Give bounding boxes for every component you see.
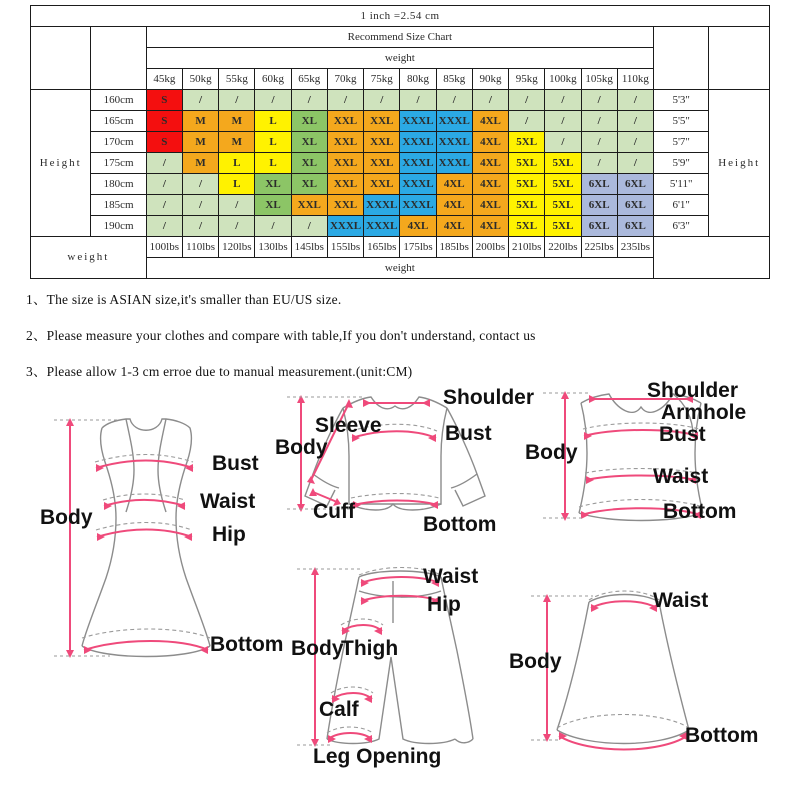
size-cell-6-11: 5XL [545, 216, 581, 237]
size-cell-5-4: XXL [291, 195, 327, 216]
recommend-size-chart-table [30, 5, 770, 279]
size-cell-3-6: XXL [364, 153, 400, 174]
pants-diagram [275, 553, 525, 788]
table-row [31, 132, 770, 153]
size-cell-3-13: / [617, 153, 653, 174]
size-cell-4-3: XL [255, 174, 291, 195]
size-cell-1-13: / [617, 111, 653, 132]
size-cell-4-7: XXXL [400, 174, 436, 195]
pants-hip-label: Hip [427, 593, 461, 616]
size-cell-0-5: / [327, 90, 363, 111]
skirt-waist-label: Waist [653, 589, 709, 612]
size-cell-6-2: / [219, 216, 255, 237]
dress-bottom-label: Bottom [210, 633, 284, 656]
size-cell-1-4: XL [291, 111, 327, 132]
size-cell-1-5: XXL [327, 111, 363, 132]
tank-bottom-label: Bottom [663, 500, 737, 523]
size-cell-3-2: L [219, 153, 255, 174]
size-cell-5-9: 4XL [472, 195, 508, 216]
weight-lbs-13: 235lbs [617, 237, 653, 258]
dress-waist-label: Waist [200, 490, 256, 513]
weight-kg-3: 60kg [255, 69, 291, 90]
tank-top-diagram [525, 373, 795, 558]
size-cell-5-11: 5XL [545, 195, 581, 216]
height-cm-1: 165cm [91, 111, 146, 132]
table-row [31, 195, 770, 216]
size-cell-4-1: / [182, 174, 218, 195]
size-cell-4-4: XL [291, 174, 327, 195]
size-cell-2-10: 5XL [509, 132, 545, 153]
shirt-sleeve-label: Sleeve [315, 414, 382, 437]
weight-kg-6: 75kg [364, 69, 400, 90]
tank-body-label: Body [525, 441, 578, 464]
table-row [31, 90, 770, 111]
height-ft-3: 5'9" [654, 153, 709, 174]
size-cell-3-0: / [146, 153, 182, 174]
height-cm-0: 160cm [91, 90, 146, 111]
corner-blank-right [654, 27, 709, 90]
size-cell-2-2: M [219, 132, 255, 153]
size-cell-6-7: 4XL [400, 216, 436, 237]
note-1: 1、The size is ASIAN size,it's smaller than EU/US size. [26, 292, 342, 307]
size-cell-1-11: / [545, 111, 581, 132]
weight-lbs-1: 110lbs [182, 237, 218, 258]
table-row [31, 111, 770, 132]
weight-lbs-3: 130lbs [255, 237, 291, 258]
size-cell-5-2: / [219, 195, 255, 216]
size-cell-3-12: / [581, 153, 617, 174]
weight-kg-12: 105kg [581, 69, 617, 90]
size-cell-1-9: 4XL [472, 111, 508, 132]
weight-kg-0: 45kg [146, 69, 182, 90]
size-cell-1-12: / [581, 111, 617, 132]
size-cell-1-10: / [509, 111, 545, 132]
inch-conversion-title: 1 inch =2.54 cm [31, 6, 770, 27]
chart-header-row [31, 27, 770, 48]
weight-header-bottom: weight [146, 258, 653, 279]
size-cell-4-0: / [146, 174, 182, 195]
size-cell-5-5: XXL [327, 195, 363, 216]
size-cell-2-6: XXL [364, 132, 400, 153]
size-cell-4-9: 4XL [472, 174, 508, 195]
shirt-bust-label: Bust [445, 422, 492, 445]
height-cm-6: 190cm [91, 216, 146, 237]
weight-lbs-10: 210lbs [509, 237, 545, 258]
height-ft-4: 5'11" [654, 174, 709, 195]
height-cm-2: 170cm [91, 132, 146, 153]
size-cell-0-3: / [255, 90, 291, 111]
size-cell-1-1: M [182, 111, 218, 132]
weight-axis-label-left: weight [31, 237, 147, 279]
size-cell-4-12: 6XL [581, 174, 617, 195]
weight-lbs-row [31, 237, 770, 258]
size-cell-0-7: / [400, 90, 436, 111]
weight-lbs-7: 175lbs [400, 237, 436, 258]
weight-kg-4: 65kg [291, 69, 327, 90]
size-cell-2-4: XL [291, 132, 327, 153]
size-cell-2-1: M [182, 132, 218, 153]
size-cell-3-3: L [255, 153, 291, 174]
size-cell-0-11: / [545, 90, 581, 111]
weight-lbs-6: 165lbs [364, 237, 400, 258]
size-cell-4-2: L [219, 174, 255, 195]
height-ft-2: 5'7" [654, 132, 709, 153]
corner-blank-bottom-right [654, 237, 770, 279]
pants-leg-opening-label: Leg Opening [313, 745, 442, 768]
weight-kg-1: 50kg [182, 69, 218, 90]
size-cell-3-10: 5XL [509, 153, 545, 174]
size-cell-1-3: L [255, 111, 291, 132]
tank-armhole-label: Armhole [661, 401, 747, 424]
size-cell-4-10: 5XL [509, 174, 545, 195]
tank-shoulder-label: Shoulder [647, 379, 739, 402]
weight-kg-13: 110kg [617, 69, 653, 90]
pants-body-label: Body [291, 637, 344, 660]
size-cell-2-9: 4XL [472, 132, 508, 153]
size-cell-6-1: / [182, 216, 218, 237]
size-cell-0-0: S [146, 90, 182, 111]
size-cell-3-7: XXXL [400, 153, 436, 174]
size-cell-2-12: / [581, 132, 617, 153]
size-cell-6-13: 6XL [617, 216, 653, 237]
size-cell-6-12: 6XL [581, 216, 617, 237]
dress-body-label: Body [40, 506, 93, 529]
height-cm-5: 185cm [91, 195, 146, 216]
corner-blank-right2 [709, 27, 770, 90]
size-cell-5-0: / [146, 195, 182, 216]
size-cell-6-10: 5XL [509, 216, 545, 237]
size-cell-1-2: M [219, 111, 255, 132]
size-cell-6-0: / [146, 216, 182, 237]
size-cell-0-1: / [182, 90, 218, 111]
size-cell-0-9: / [472, 90, 508, 111]
note-2: 2、Please measure your clothes and compare with table,If you don't understand, contact us [26, 328, 536, 343]
dress-bust-label: Bust [212, 452, 259, 475]
size-cell-4-8: 4XL [436, 174, 472, 195]
dress-diagram [30, 378, 284, 673]
size-cell-1-8: XXXL [436, 111, 472, 132]
size-cell-5-6: XXXL [364, 195, 400, 216]
size-cell-1-7: XXXL [400, 111, 436, 132]
weight-kg-11: 100kg [545, 69, 581, 90]
size-cell-4-5: XXL [327, 174, 363, 195]
weight-kg-10: 95kg [509, 69, 545, 90]
size-cell-2-0: S [146, 132, 182, 153]
size-cell-5-12: 6XL [581, 195, 617, 216]
size-cell-2-8: XXXL [436, 132, 472, 153]
table-row [31, 174, 770, 195]
skirt-body-label: Body [509, 650, 562, 673]
shirt-body-label: Body [275, 436, 328, 459]
size-cell-0-12: / [581, 90, 617, 111]
size-cell-6-5: XXXL [327, 216, 363, 237]
size-cell-0-8: / [436, 90, 472, 111]
note-3: 3、Please allow 1-3 cm erroe due to manual measurement.(unit:CM) [26, 364, 413, 379]
size-cell-4-6: XXL [364, 174, 400, 195]
tank-waist-label: Waist [653, 465, 709, 488]
size-cell-6-3: / [255, 216, 291, 237]
size-cell-3-11: 5XL [545, 153, 581, 174]
size-cell-3-9: 4XL [472, 153, 508, 174]
size-cell-2-5: XXL [327, 132, 363, 153]
weight-lbs-4: 145lbs [291, 237, 327, 258]
skirt-diagram [495, 558, 785, 783]
size-cell-5-8: 4XL [436, 195, 472, 216]
shirt-shoulder-label: Shoulder [443, 386, 535, 409]
table-row [31, 153, 770, 174]
size-cell-4-13: 6XL [617, 174, 653, 195]
size-cell-6-6: XXXL [364, 216, 400, 237]
weight-lbs-5: 155lbs [327, 237, 363, 258]
measurement-diagrams [0, 368, 800, 798]
weight-kg-2: 55kg [219, 69, 255, 90]
size-cell-0-2: / [219, 90, 255, 111]
size-cell-2-11: / [545, 132, 581, 153]
corner-blank-left2 [91, 27, 146, 90]
size-chart-container [30, 5, 770, 279]
size-cell-3-5: XXL [327, 153, 363, 174]
height-axis-label-right: Height [709, 90, 770, 237]
dress-hip-label: Hip [212, 523, 246, 546]
weight-lbs-11: 220lbs [545, 237, 581, 258]
weight-lbs-0: 100lbs [146, 237, 182, 258]
size-cell-2-3: L [255, 132, 291, 153]
size-cell-5-13: 6XL [617, 195, 653, 216]
size-cell-6-9: 4XL [472, 216, 508, 237]
height-cm-3: 175cm [91, 153, 146, 174]
weight-lbs-2: 120lbs [219, 237, 255, 258]
weight-kg-8: 85kg [436, 69, 472, 90]
size-cell-5-7: XXXL [400, 195, 436, 216]
size-cell-0-6: / [364, 90, 400, 111]
skirt-bottom-label: Bottom [685, 724, 759, 747]
height-ft-0: 5'3" [654, 90, 709, 111]
size-cell-3-1: M [182, 153, 218, 174]
size-cell-4-11: 5XL [545, 174, 581, 195]
size-cell-6-8: 4XL [436, 216, 472, 237]
size-cell-5-1: / [182, 195, 218, 216]
weight-kg-7: 80kg [400, 69, 436, 90]
size-cell-1-6: XXL [364, 111, 400, 132]
size-cell-3-4: XL [291, 153, 327, 174]
weight-kg-9: 90kg [472, 69, 508, 90]
size-cell-0-4: / [291, 90, 327, 111]
weight-lbs-12: 225lbs [581, 237, 617, 258]
tank-bust-label: Bust [659, 423, 706, 446]
pants-waist-label: Waist [423, 565, 479, 588]
shirt-bottom-label: Bottom [423, 513, 497, 536]
recommend-size-chart-header: Recommend Size Chart [146, 27, 653, 48]
shirt-diagram [275, 378, 535, 553]
weight-lbs-9: 200lbs [472, 237, 508, 258]
size-cell-0-13: / [617, 90, 653, 111]
size-cell-2-7: XXXL [400, 132, 436, 153]
pants-thigh-label: Thigh [341, 637, 399, 660]
height-ft-5: 6'1" [654, 195, 709, 216]
weight-header-top: weight [146, 48, 653, 69]
corner-blank-left [31, 27, 91, 90]
size-cell-0-10: / [509, 90, 545, 111]
size-cell-2-13: / [617, 132, 653, 153]
size-cell-6-4: / [291, 216, 327, 237]
shirt-cuff-label: Cuff [313, 500, 355, 523]
weight-kg-5: 70kg [327, 69, 363, 90]
chart-title-row [31, 6, 770, 27]
size-cell-5-10: 5XL [509, 195, 545, 216]
size-cell-1-0: S [146, 111, 182, 132]
height-ft-6: 6'3" [654, 216, 709, 237]
height-ft-1: 5'5" [654, 111, 709, 132]
size-cell-5-3: XL [255, 195, 291, 216]
table-row [31, 216, 770, 237]
pants-calf-label: Calf [319, 698, 359, 721]
height-cm-4: 180cm [91, 174, 146, 195]
height-axis-label-left: Height [31, 90, 91, 237]
size-cell-3-8: XXXL [436, 153, 472, 174]
weight-lbs-8: 185lbs [436, 237, 472, 258]
